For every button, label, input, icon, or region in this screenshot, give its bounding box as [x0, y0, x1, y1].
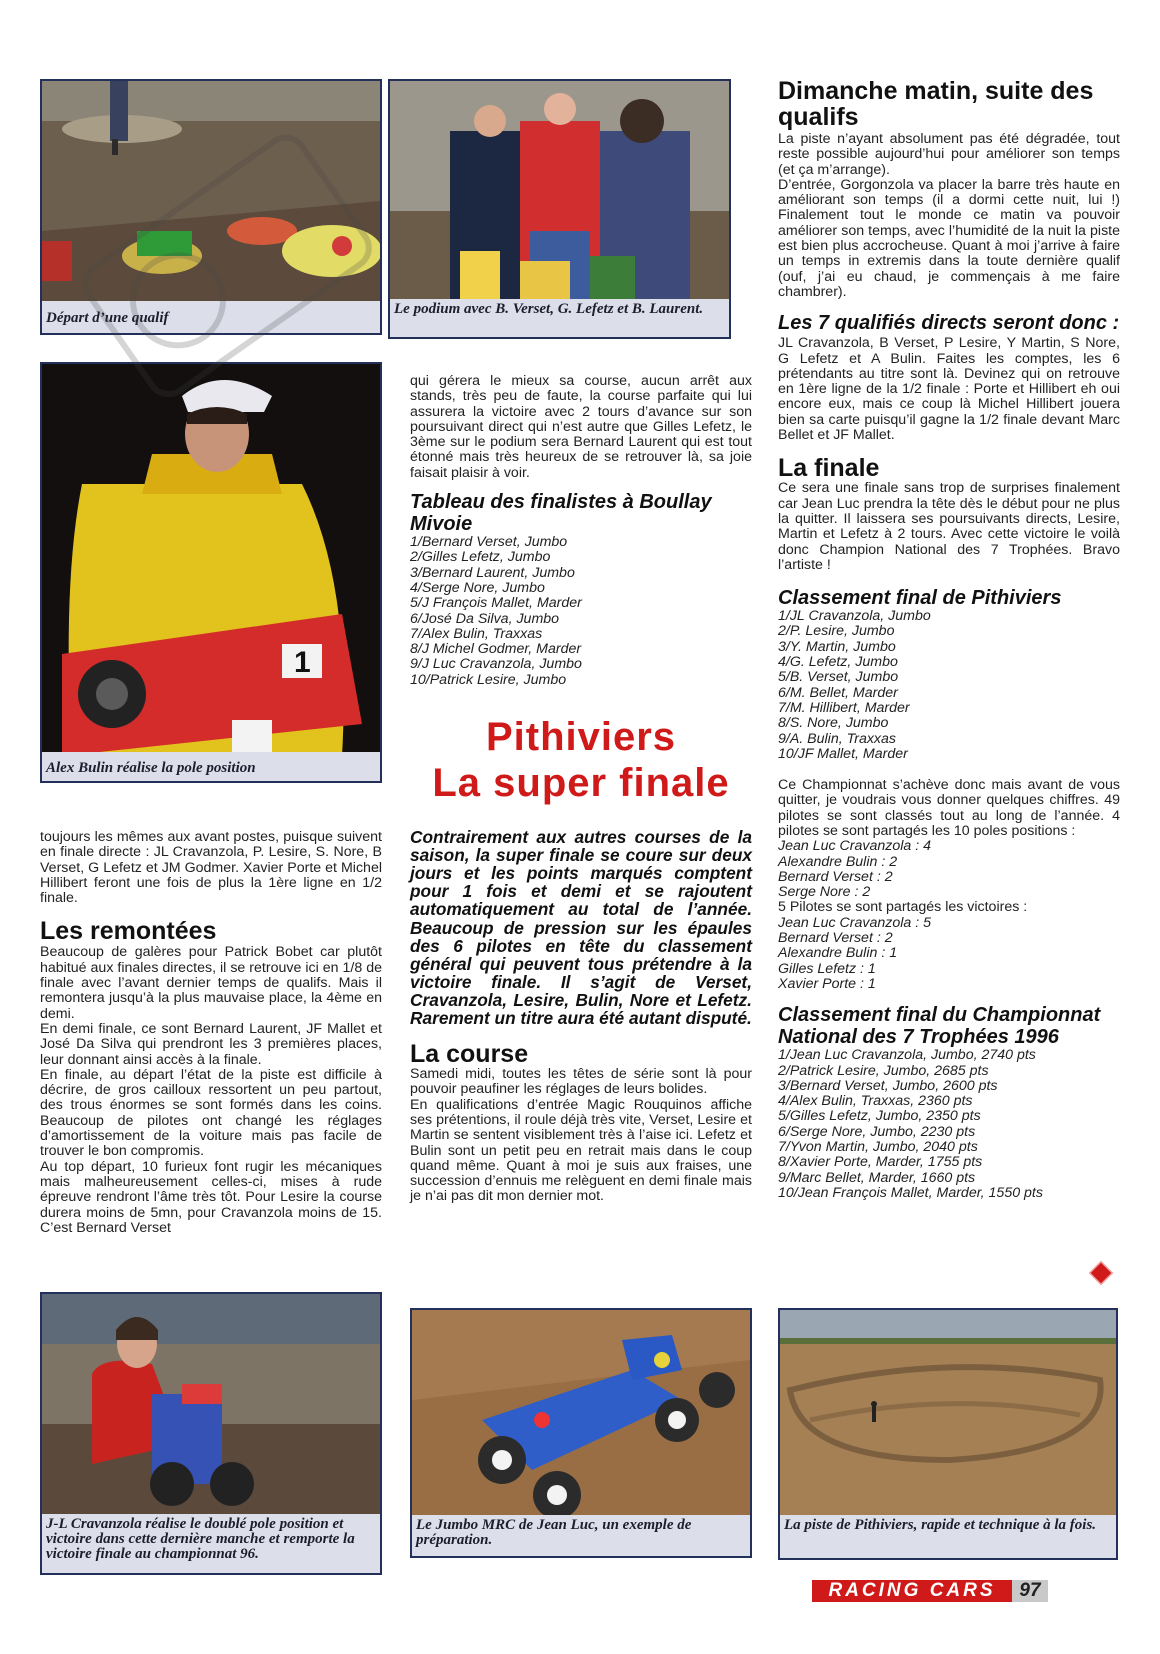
- list-item: 3/Bernard Verset, Jumbo, 2600 pts: [778, 1077, 998, 1094]
- poles-list: [778, 839, 1120, 900]
- finalists-list: [410, 535, 752, 688]
- paragraph: D’entrée, Gorgonzola va placer la barre très haute en améliorant son temps (il a dormi cette nuit, lui !) Finalement tout le monde ce matin va pouvoir améliorer son temps, avec l’humidité de la nuit la piste est bien plus accrocheuse. Quant à moi j’arrive à faire un temps in extremis dans la toute dernière qualif (ouf, j’ai eu chaud, je commençais à me faire chambrer).: [778, 176, 1120, 300]
- paragraph: JL Cravanzola, B Verset, P Lesire, Y Martin, S Nore, G Lefetz et A Bulin. Faites les comptes, les 6 prétendants au titre sont là. Devinez qui on retrouve en 1ère ligne de la 1/2 finale : Porte et Hillibert eh oui encore eux, mais ce coup là Michel Hillibert jouera bien sa carte puisqu’il gagne la 1/2 finale devant Marc Bellet et JF Mallet.: [778, 335, 1120, 444]
- classement-list: [778, 609, 1120, 762]
- photo-caption: J-L Cravanzola réalise le doublé pole position et victoire dans cette dernière manche et remporte la victoire finale au championnat 96.: [42, 1514, 380, 1573]
- list-item: Bernard Verset : 2: [778, 930, 893, 947]
- photo-depart-qualif: [40, 79, 382, 335]
- section-title-remontees: Les remontées: [40, 917, 217, 946]
- photo-podium-image: [390, 81, 729, 303]
- photo-cravanzola-image: [42, 1294, 380, 1514]
- list-item: 8/J Michel Godmer, Marder: [410, 641, 582, 658]
- list-item: 9/A. Bulin, Traxxas: [778, 730, 897, 747]
- photo-caption: Le podium avec B. Verset, G. Lefetz et B. Laurent.: [390, 299, 729, 337]
- section-title-qualifies: Les 7 qualifiés directs seront donc :: [778, 312, 1120, 335]
- list-item: Alexandre Bulin : 1: [778, 945, 898, 962]
- list-item: 1/JL Cravanzola, Jumbo: [778, 608, 931, 625]
- list-item: 7/M. Hillibert, Marder: [778, 699, 910, 716]
- paragraph: 5 Pilotes se sont partagés les victoires :: [778, 899, 1028, 916]
- paragraph: Ce Championnat s’achève donc mais avant de vous quitter, je voudrais vous donner quelques chiffres. 49 pilotes se sont classés tout au long de l’année. 4 pilotes se sont partagés les 10 poles positions :: [778, 777, 1120, 839]
- photo-bulin-image: [42, 364, 380, 756]
- list-item: Bernard Verset : 2: [778, 868, 893, 885]
- list-item: 9/J Luc Cravanzola, Jumbo: [410, 656, 582, 673]
- paragraph: Samedi midi, toutes les têtes de série sont là pour pouvoir peaufiner les réglages de leurs bolides.: [410, 1066, 752, 1098]
- photo-depart-image: [42, 81, 380, 303]
- paragraph: En finale, au départ l’état de la piste est difficile à décrire, de gros cailloux ressortent un peu partout, des trous énormes se sont formés dans les coins. Beaucoup de pilotes ont changé les réglages d’amortissement de la voiture mais pas facile de trouver le bon compromis.: [40, 1066, 382, 1160]
- section-title-course: La course: [410, 1040, 529, 1069]
- list-item: 10/JF Mallet, Marder: [778, 745, 908, 762]
- list-item: Gilles Lefetz : 1: [778, 960, 876, 977]
- photo-jumbo: [410, 1308, 752, 1558]
- footer-logo: [812, 1580, 1048, 1604]
- list-item: 5/B. Verset, Jumbo: [778, 669, 899, 686]
- paragraph: En demi finale, ce sont Bernard Laurent, JF Mallet et José Da Silva qui prendront les 3 premières places, leur donnant ainsi accès à la finale.: [40, 1020, 382, 1068]
- page-number: 97: [1012, 1580, 1048, 1602]
- section-title-dimanche: Dimanche matin, suite des qualifs: [778, 77, 1094, 131]
- paragraph: Ce sera une finale sans trop de surprises finalement car Jean Luc prendra la tête dès le début pour ne plus la quitter. Il laissera ses poursuivants directs, Lesire, Martin et Lefetz à 2 tours. Avec cette victoire le voilà donc Champion National des 7 Trophées. Bravo l’artiste !: [778, 480, 1120, 573]
- paragraph: En qualifications d’entrée Magic Rouquinos affiche ses prétentions, il roule déjà très vite, Verset, Lesire et Martin se sentent visiblement très à l’aise ici. Lefetz et Bulin sont un petit peu en retrait mais dans le coup quand même. Quant à moi je suis aux fraises, une succession d’ennuis me relèguent en demi finale mais je n’ai pas dit mon dernier mot.: [410, 1096, 752, 1205]
- list-item: 10/Jean François Mallet, Marder, 1550 pts: [778, 1184, 1043, 1201]
- list-item: 7/Yvon Martin, Jumbo, 2040 pts: [778, 1139, 978, 1156]
- photo-podium: [388, 79, 731, 339]
- list-item: Alexandre Bulin : 2: [778, 853, 898, 870]
- lead-paragraph: Contrairement aux autres courses de la saison, la super finale se coure sur deux jours et les points marqués comptent pour 1 fois et demi et se rajoutent automatiquement au total de l’année. Beaucoup de pression sur les épaules des 6 pilotes en tête du classement général qui peuvent tous prétendre à la victoire finale. Il s’agit de Verset, Cravanzola, Lesire, Bulin, Nore et Lefetz. Rarement un titre aura été autant disputé.: [410, 827, 752, 1028]
- championnat-list: [778, 1048, 1120, 1201]
- list-item: 2/Gilles Lefetz, Jumbo: [410, 549, 551, 566]
- end-diamond-icon: [1088, 1260, 1114, 1286]
- list-item: 7/Alex Bulin, Traxxas: [410, 625, 543, 642]
- column-middle: [410, 374, 752, 1205]
- list-item: 10/Patrick Lesire, Jumbo: [410, 671, 567, 688]
- list-item: Jean Luc Cravanzola : 5: [778, 914, 932, 931]
- list-item: Jean Luc Cravanzola : 4: [778, 838, 932, 855]
- paragraph: La piste n’ayant absolument pas été dégradée, tout reste possible aujourd’hui pour améliorer son temps (et ça m’arrange).: [778, 131, 1120, 178]
- list-item: 4/Alex Bulin, Traxxas, 2360 pts: [778, 1093, 973, 1110]
- photo-caption: Le Jumbo MRC de Jean Luc, un exemple de préparation.: [412, 1515, 750, 1556]
- section-title-classement: Classement final de Pithiviers: [778, 587, 1062, 610]
- section-title-tableau: Tableau des finalistes à Boullay Mivoie: [410, 491, 712, 536]
- list-item: 3/Bernard Laurent, Jumbo: [410, 564, 575, 581]
- paragraph: Beaucoup de galères pour Patrick Bobet car plutôt habitué aux finales directes, il se retrouve ici en 1/8 de finale avec l’avant dernier temps de qualifs. Mais il remontera jusqu’à la plus mauvaise place, la 4ème en demi.: [40, 944, 382, 1022]
- column-left: [40, 830, 382, 1236]
- column-right: [778, 78, 1120, 1201]
- magazine-name: RACING CARS: [812, 1580, 1012, 1602]
- photo-cravanzola: [40, 1292, 382, 1575]
- list-item: 2/Patrick Lesire, Jumbo, 2685 pts: [778, 1062, 989, 1079]
- list-item: 6/M. Bellet, Marder: [778, 684, 898, 701]
- photo-bulin: [40, 362, 382, 783]
- list-item: 1/Jean Luc Cravanzola, Jumbo, 2740 pts: [778, 1047, 1036, 1064]
- list-item: 8/S. Nore, Jumbo: [778, 715, 889, 732]
- photo-piste-image: [780, 1310, 1116, 1515]
- list-item: 6/Serge Nore, Jumbo, 2230 pts: [778, 1123, 976, 1140]
- paragraph: Au top départ, 10 furieux font rugir les mécaniques mais malheureusement celles-ci, mises à rude épreuve rendront l’âme très tôt. Pour Lesire la course durera moins de 5mn, pour Cravanzola moins de 15. C’est Bernard Verset: [40, 1158, 382, 1236]
- photo-caption: Départ d’une qualif: [42, 301, 380, 333]
- victoires-list: [778, 916, 1120, 992]
- list-item: 9/Marc Bellet, Marder, 1660 pts: [778, 1169, 976, 1186]
- list-item: 5/Gilles Lefetz, Jumbo, 2350 pts: [778, 1108, 981, 1125]
- list-item: Serge Nore : 2: [778, 884, 871, 901]
- section-title-finale: La finale: [778, 454, 880, 483]
- intro-paragraph: toujours les mêmes aux avant postes, puisque suivent en finale directe : JL Cravanzola, P. Lesire, S. Nore, B Verset, G Lefetz et JM Godmer. Xavier Porte et Michel Hillibert feront une fois de plus la 1ère ligne en 1/2 finale.: [40, 829, 382, 907]
- photo-jumbo-image: [412, 1310, 750, 1515]
- list-item: 1/Bernard Verset, Jumbo: [410, 534, 568, 551]
- headline: [410, 714, 752, 806]
- headline-line-2: La super finale: [432, 761, 730, 806]
- headline-line-1: Pithiviers: [485, 715, 677, 760]
- photo-piste: [778, 1308, 1118, 1560]
- list-item: 5/J François Mallet, Marder: [410, 595, 582, 612]
- list-item: Xavier Porte : 1: [778, 975, 876, 992]
- photo-caption: Alex Bulin réalise la pole position: [42, 752, 380, 781]
- list-item: 4/Serge Nore, Jumbo: [410, 579, 545, 596]
- photo-caption: La piste de Pithiviers, rapide et technique à la fois.: [780, 1515, 1116, 1558]
- list-item: 6/José Da Silva, Jumbo: [410, 610, 560, 627]
- list-item: 3/Y. Martin, Jumbo: [778, 638, 896, 655]
- section-title-championnat: Classement final du Championnat National des 7 Trophées 1996: [778, 1004, 1101, 1049]
- list-item: 4/G. Lefetz, Jumbo: [778, 654, 898, 671]
- intro-paragraph: qui gérera le mieux sa course, aucun arrêt aux stands, très peu de faute, la course parfaite qui lui assurera la victoire avec 2 tours d’avance sur son poursuivant direct qui n’est autre que Gilles Lefetz, le 3ème sur le podium sera Bernard Laurent qui est tout étonné mais très heureux de se retrouver là, sa joie faisait plaisir à voir.: [410, 373, 752, 481]
- list-item: 8/Xavier Porte, Marder, 1755 pts: [778, 1154, 983, 1171]
- svg-text:1: 1: [294, 646, 311, 679]
- list-item: 2/P. Lesire, Jumbo: [778, 623, 895, 640]
